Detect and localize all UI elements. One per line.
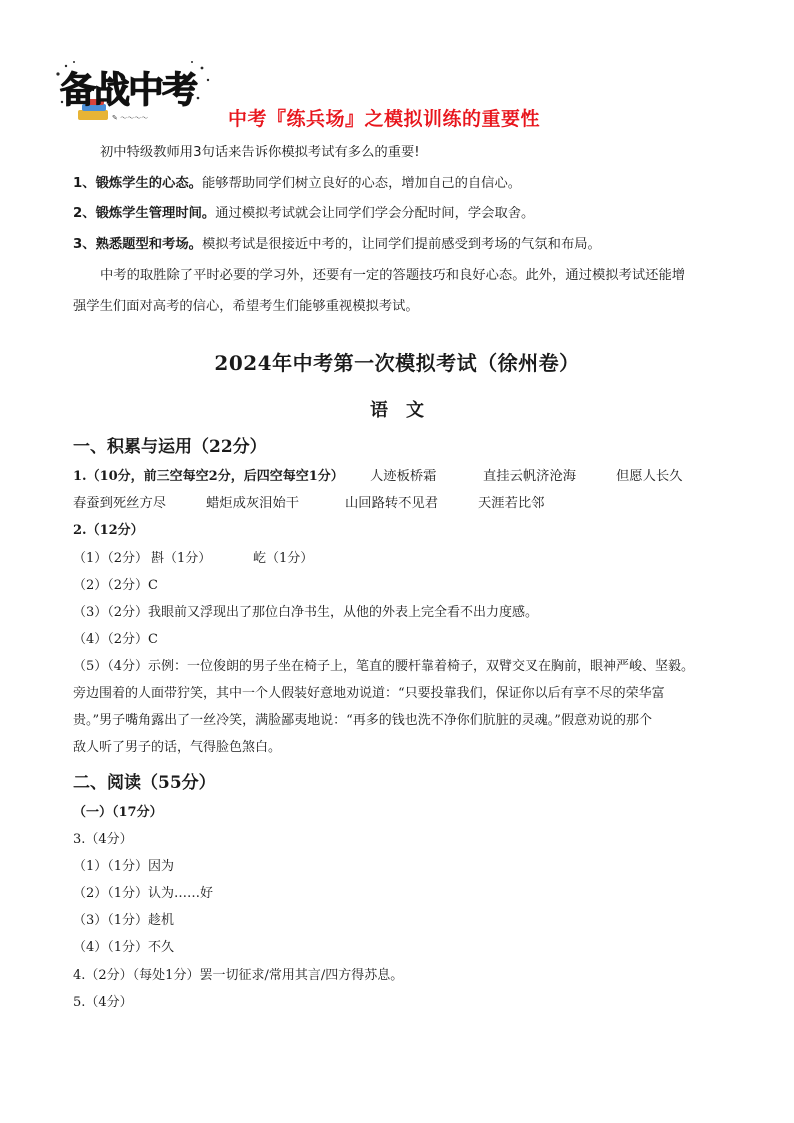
q1-answer-7: 天涯若比邻	[478, 496, 545, 511]
promo-point-1: 1、锻炼学生的心态。能够帮助同学们树立良好的心态，增加自己的自信心。	[73, 176, 522, 191]
svg-text:✎ ～～～～: ✎ ～～～～	[112, 114, 149, 122]
q2-part-5-line-2: 旁边围着的人面带狞笑，其中一个人假装好意地劝说道：“只要投靠我们，保证你以后有享不尽的荣华富	[73, 686, 665, 701]
q2-part-1-answer-a: 斟（1分）	[151, 551, 212, 566]
exam-subject: 语 文	[370, 400, 424, 421]
q2-part-5-line-4: 敌人听了男子的话，气得脸色煞白。	[73, 740, 282, 755]
q3-item-2: （2）（1分）认为……好	[73, 886, 214, 901]
q2-part-5-line-3: 贵。”男子嘴角露出了一丝冷笑，满脸鄙夷地说：“再多的钱也洗不净你们肮脏的灵魂。”假意劝说的那个	[73, 713, 652, 728]
logo	[52, 58, 214, 128]
q1-answer-2: 直挂云帆济沧海	[483, 469, 577, 484]
q2-part-1-answer-b: 屹（1分）	[253, 551, 314, 566]
q1-answer-6: 山回路转不见君	[345, 496, 439, 511]
promo-intro: 初中特级教师用3句话来告诉你模拟考试有多么的重要!	[100, 145, 420, 160]
q1-answer-4: 春蚕到死丝方尽	[73, 496, 167, 511]
exam-title: 2024年中考第一次模拟考试（徐州卷）	[214, 351, 580, 375]
part-1-label: （一）（17分）	[73, 805, 163, 820]
q1-answer-1: 人迹板桥霜	[370, 469, 437, 484]
q2-part-3: （3）（2分）我眼前又浮现出了那位白净书生，从他的外表上完全看不出力度感。	[73, 605, 539, 620]
section-1-title: 一、积累与运用（22分）	[73, 437, 267, 457]
q4-answer: 4.（2分）（每处1分）罢一切征求/常用其言/四方得苏息。	[73, 968, 404, 983]
q2-label: 2.（12分）	[73, 523, 144, 538]
q1-answer-3: 但愿人长久	[616, 469, 683, 484]
q1-answer-5: 蜡炬成灰泪始干	[206, 496, 300, 511]
q2-part-5-line-1: （5）（4分）示例：一位俊朗的男子坐在椅子上，笔直的腰杆靠着椅子，双臂交叉在胸前，眼神严峻、坚毅。	[73, 659, 695, 674]
promo-title: 中考『练兵场』之模拟训练的重要性	[228, 108, 541, 130]
promo-closing-line-2: 强学生们面对高考的信心，希望考生们能够重视模拟考试。	[73, 299, 419, 314]
promo-point-2: 2、锻炼学生管理时间。通过模拟考试就会让同学们学会分配时间，学会取舍。	[73, 206, 535, 221]
q1-label: 1.（10分，前三空每空2分，后四空每空1分）	[73, 469, 344, 484]
q3-item-1: （1）（1分）因为	[73, 859, 175, 874]
promo-point-3: 3、熟悉题型和考场。模拟考试是很接近中考的，让同学们提前感受到考场的气氛和布局。	[73, 237, 601, 252]
logo-text: 备战中考	[60, 70, 197, 111]
q5-label: 5.（4分）	[73, 995, 133, 1010]
q1-row-1	[73, 467, 344, 487]
section-2-title: 二、阅读（55分）	[73, 773, 216, 793]
q3-item-4: （4）（1分）不久	[73, 940, 175, 955]
q3-label: 3.（4分）	[73, 832, 133, 847]
q2-part-1-label: （1）（2分）	[73, 551, 149, 566]
promo-closing-line-1: 中考的取胜除了平时必要的学习外，还要有一定的答题技巧和良好心态。此外，通过模拟考试还能增	[100, 268, 686, 283]
q3-item-3: （3）（1分）趁机	[73, 913, 175, 928]
q2-part-2: （2）（2分）C	[73, 578, 158, 593]
q2-part-4: （4）（2分）C	[73, 632, 158, 647]
